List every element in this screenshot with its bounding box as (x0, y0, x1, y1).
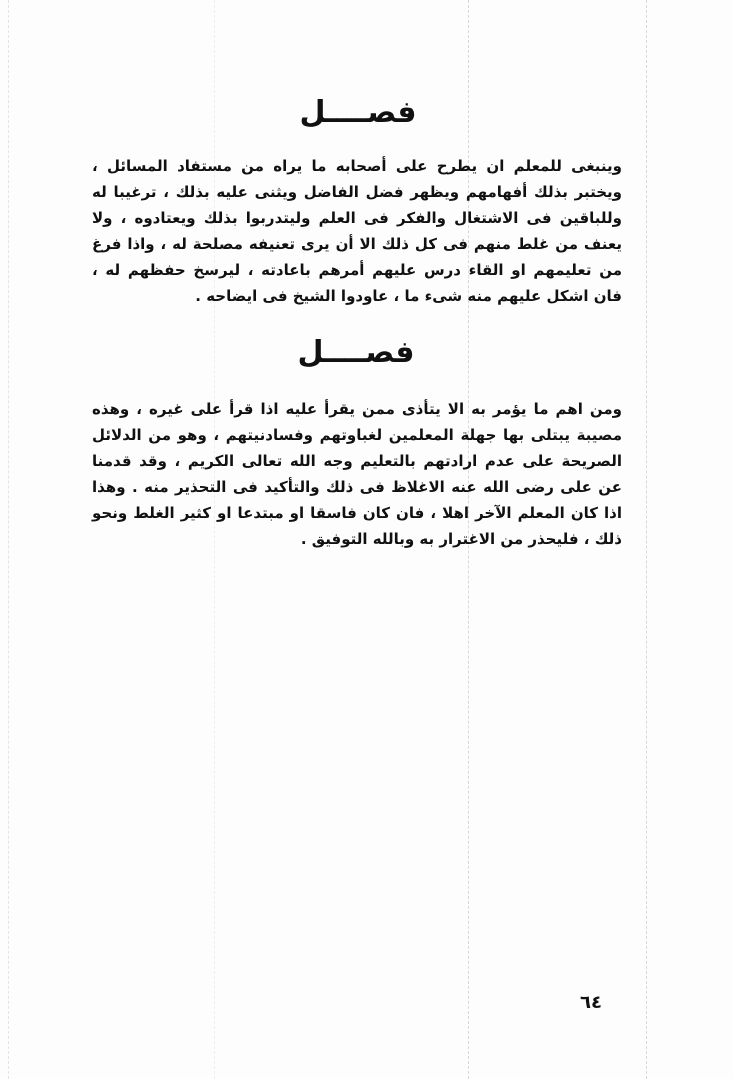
scan-guide-line (646, 0, 647, 1079)
scan-guide-line (8, 0, 9, 1079)
section-body-1: وينبغى للمعلم ان يطرح على أصحابه ما يراه من مستفاد المسائل ، ويختبر بذلك أفهامهم ويظهر فضل الفاضل ويثنى عليه بذلك ، ترغيبا له وللباقين فى الاشتغال والفكر فى العلم وليتدربوا بذلك ويعتادوه ، ولا يعنف من غلط منهم فى كل ذلك الا أن يرى تعنيفه مصلحة له ، واذا فرغ من تعليمهم او القاء درس عليهم أمرهم باعادته ، ليرسخ حفظهم له ، فان اشكل عليهم منه شىء ما ، عاودوا الشيخ فى ايضاحه . (92, 157, 622, 305)
section-heading-1: فصــــل (299, 95, 417, 130)
page-number: ٦٤ (580, 992, 602, 1013)
section-body-2: ومن اهم ما يؤمر به الا يتأذى ممن يقرأ عليه اذا قرأ على غيره ، وهذه مصيبة يبتلى بها جهلة المعلمين لغباوتهم وفسادنيتهم ، وهو من الدلائل الصريحة على عدم ارادتهم بالتعليم وجه الله تعالى الكريم ، وقد قدمنا عن على رضى الله عنه الاغلاظ فى ذلك والتأكيد فى التحذير منه . وهذا اذا كان المعلم الآخر اهلا ، فان كان فاسقا او مبتدعا او كثير الغلط ونحو ذلك ، فليحذر من الاغترار به وبالله التوفيق . (92, 400, 622, 548)
section-heading-2: فصــــل (297, 335, 415, 370)
